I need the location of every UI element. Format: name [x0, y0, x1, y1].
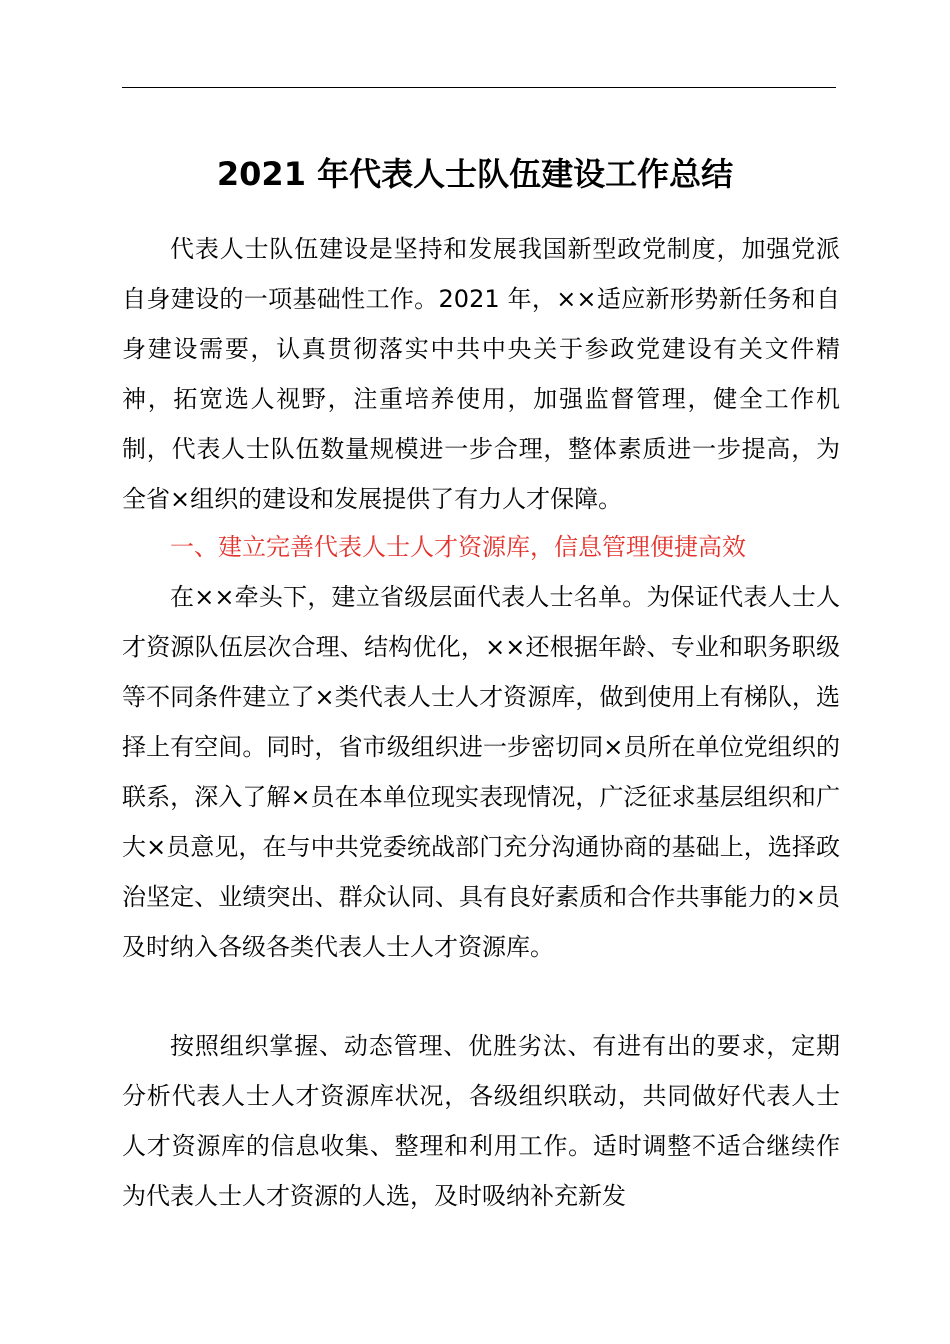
- intro-paragraph: 代表人士队伍建设是坚持和发展我国新型政党制度，加强党派自身建设的一项基础性工作。2021 年，××适应新形势新任务和自身建设需要，认真贯彻落实中共中央关于参政党建设有关文件精神，拓宽选人视野，注重培养使用，加强监督管理，健全工作机制，代表人士队伍数量规模进一步合理，整体素质进一步提高，为全省×组织的建设和发展提供了有力人才保障。: [122, 235, 840, 513]
- header-rule: [122, 87, 836, 88]
- document-title: 2021 年代表人士队伍建设工作总结: [216, 155, 734, 193]
- section-paragraph: 在××牵头下，建立省级层面代表人士名单。为保证代表人士人才资源队伍层次合理、结构优化，××还根据年龄、专业和职务职级等不同条件建立了×类代表人士人才资源库，做到使用上有梯队，选择上有空间。同时，省市级组织进一步密切同×员所在单位党组织的联系，深入了解×员在本单位现实表现情况，广泛征求基层组织和广大×员意见，在与中共党委统战部门充分沟通协商的基础上，选择政治坚定、业绩突出、群众认同、具有良好素质和合作共事能力的×员及时纳入各级各类代表人士人才资源库。: [122, 583, 840, 961]
- section-heading: 一、建立完善代表人士人才资源库，信息管理便捷高效: [170, 533, 746, 561]
- section-paragraph: 按照组织掌握、动态管理、优胜劣汰、有进有出的要求，定期分析代表人士人才资源库状况，各级组织联动，共同做好代表人士人才资源库的信息收集、整理和利用工作。适时调整不适合继续作为代表人士人才资源的人选，及时吸纳补充新发: [122, 1032, 840, 1210]
